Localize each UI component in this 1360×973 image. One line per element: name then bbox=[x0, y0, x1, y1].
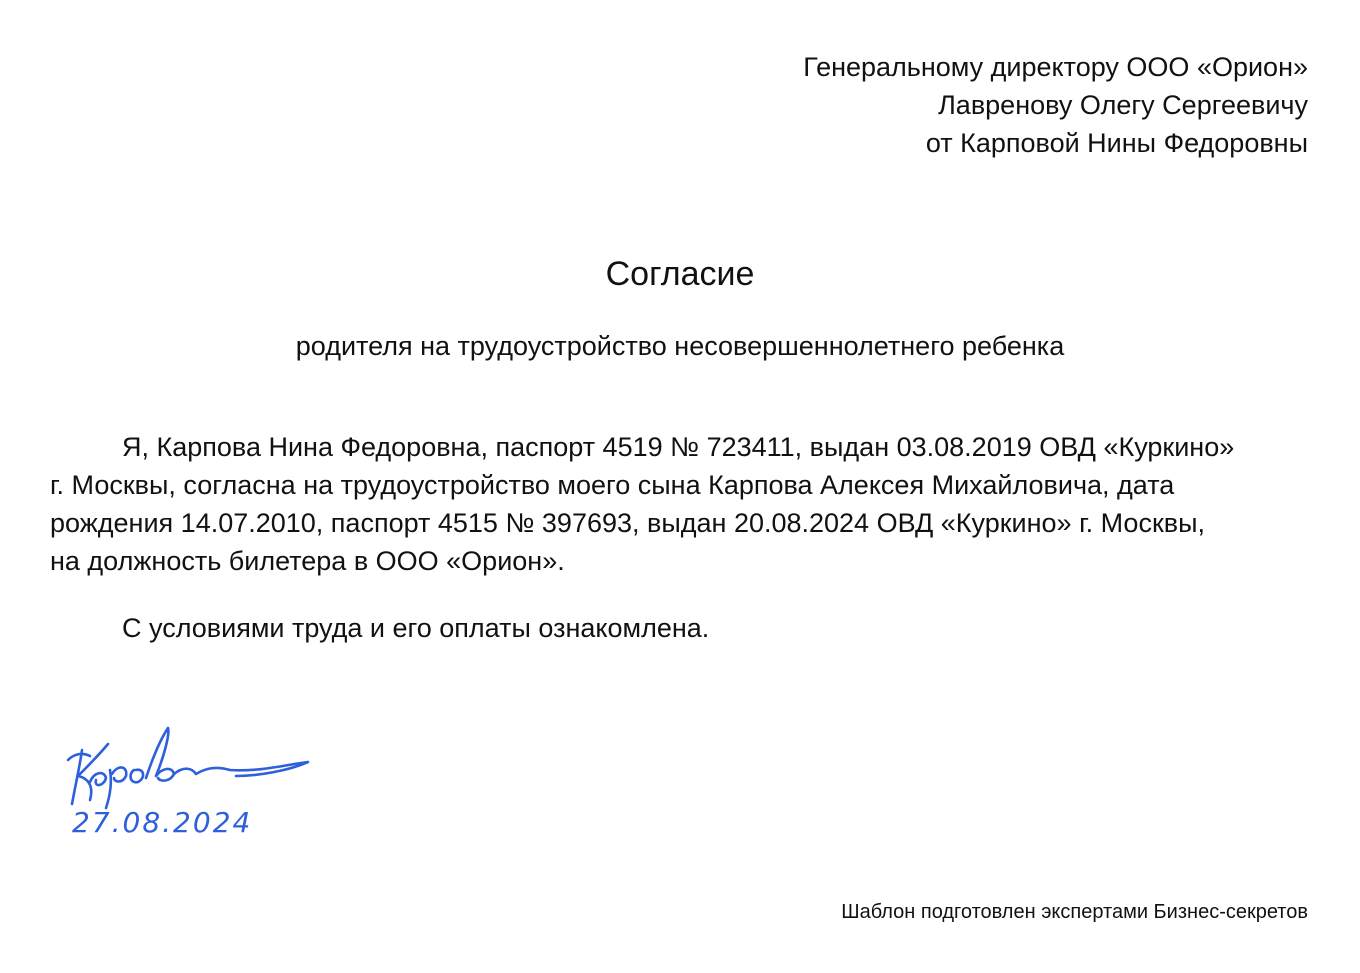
footer-note: Шаблон подготовлен экспертами Бизнес-секретов bbox=[841, 901, 1308, 923]
consent-line-4: на должность билетера в ООО «Орион». bbox=[50, 546, 565, 576]
document-subtitle: родителя на трудоустройство несовершеннолетнего ребенка bbox=[295, 331, 1065, 361]
addressee-line-director: Генеральному директору ООО «Орион» bbox=[803, 52, 1308, 82]
handwritten-signature bbox=[60, 720, 320, 810]
addressee-line-name: Лавренову Олегу Сергеевичу bbox=[938, 90, 1308, 120]
document-title: Согласие bbox=[605, 255, 755, 293]
consent-line-2: г. Москвы, согласна на трудоустройство моего сына Карпова Алексея Михайловича, дата bbox=[50, 470, 1175, 500]
signature-date: 27.08.2024 bbox=[72, 806, 253, 839]
addressee-block bbox=[803, 48, 1308, 162]
consent-line-3: рождения 14.07.2010, паспорт 4515 № 397693, выдан 20.08.2024 ОВД «Куркино» г. Москвы, bbox=[50, 508, 1206, 538]
acknowledgement-paragraph: С условиями труда и его оплаты ознакомлена. bbox=[122, 613, 710, 643]
addressee-line-from: от Карповой Нины Федоровны bbox=[925, 128, 1308, 158]
consent-paragraph bbox=[50, 428, 1310, 580]
consent-line-1: Я, Карпова Нина Федоровна, паспорт 4519 № 723411, выдан 03.08.2019 ОВД «Куркино» bbox=[122, 432, 1235, 462]
